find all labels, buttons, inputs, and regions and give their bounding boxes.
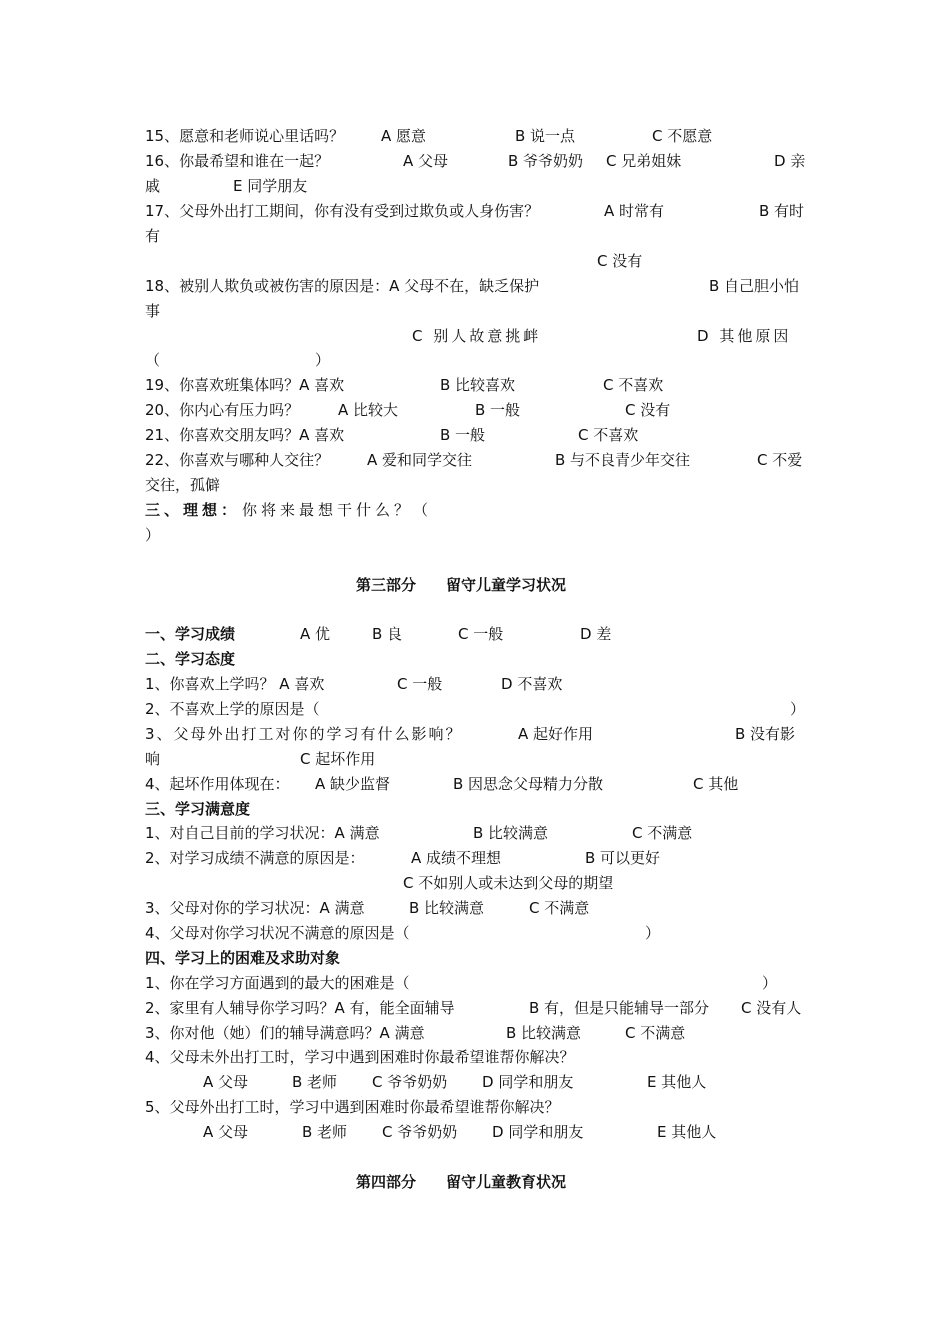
- option-a: A 时常有: [604, 202, 665, 220]
- blank-close-paren: ）: [645, 924, 661, 942]
- option-d-cont: 戚: [145, 177, 161, 195]
- option-c: C 不喜欢: [578, 426, 639, 444]
- option-c: C 不满意: [529, 899, 590, 917]
- option-b: B 一般: [440, 426, 486, 444]
- option-c: C 不爱: [757, 451, 803, 469]
- option-c: C 爷爷奶奶: [382, 1123, 458, 1141]
- question-text: 20、你内心有压力吗？: [145, 401, 300, 419]
- subsection-heading: 三、学习满意度: [145, 800, 251, 818]
- option-b: B 一般: [475, 401, 521, 419]
- option-b: B 良: [372, 625, 403, 643]
- option-b: B 说一点: [515, 127, 576, 145]
- question-text: 2、不喜欢上学的原因是（: [145, 700, 320, 718]
- option-b-cont: 响: [145, 750, 161, 768]
- option-a: A 缺少监督: [315, 775, 391, 793]
- subsection-heading: 四、学习上的困难及求助对象: [145, 949, 341, 967]
- question-text: 2、家里有人辅导你学习吗？A 有，能全面辅导: [145, 999, 455, 1017]
- option-a: A 起好作用: [518, 725, 594, 743]
- option-b: B 有时: [759, 202, 805, 220]
- option-c: C 不如别人或未达到父母的期望: [403, 874, 614, 892]
- option-e: E 其他人: [647, 1073, 707, 1091]
- option-b: B 比较满意: [473, 824, 549, 842]
- option-c: C 不愿意: [652, 127, 713, 145]
- option-c: C 一般: [397, 675, 443, 693]
- question-text: 1、你喜欢上学吗？ A 喜欢: [145, 675, 325, 693]
- option-b: B 没有影: [735, 725, 796, 743]
- option-d: D 差: [580, 625, 612, 643]
- option-b: B 老师: [292, 1073, 338, 1091]
- option-b: B 与不良青少年交往: [555, 451, 691, 469]
- ideal-label: 三、理想：: [145, 501, 241, 519]
- question-text: 3、父母外出打工对你的学习有什么影响？: [145, 725, 463, 743]
- question-text: 5、父母外出打工时，学习中遇到困难时你最希望谁帮你解决？: [145, 1098, 560, 1116]
- option-b-cont: 事: [145, 302, 161, 320]
- blank-close-paren: ）: [145, 526, 161, 544]
- option-b: B 自己胆小怕: [709, 277, 800, 295]
- option-c: C 没有: [625, 401, 671, 419]
- blank-close-paren: ）: [762, 974, 778, 992]
- option-c: C 一般: [458, 625, 504, 643]
- option-c: C 不喜欢: [603, 376, 664, 394]
- option-b: B 有，但是只能辅导一部分: [529, 999, 710, 1017]
- option-e: E 其他人: [657, 1123, 717, 1141]
- option-c: C 起坏作用: [300, 750, 376, 768]
- option-b: B 爷爷奶奶: [508, 152, 584, 170]
- option-a: A 父母: [203, 1123, 249, 1141]
- option-b: B 比较喜欢: [440, 376, 516, 394]
- option-c: C 没有人: [741, 999, 802, 1017]
- option-a: A 父母: [203, 1073, 249, 1091]
- option-a: A 愿意: [381, 127, 427, 145]
- option-d: D 亲: [774, 152, 806, 170]
- option-c: C 其他: [693, 775, 739, 793]
- option-b: B 因思念父母精力分散: [453, 775, 604, 793]
- option-c: C 没有: [597, 252, 643, 270]
- question-text: 19、你喜欢班集体吗？A 喜欢: [145, 376, 345, 394]
- option-a: A 爱和同学交往: [367, 451, 473, 469]
- option-b: B 可以更好: [585, 849, 661, 867]
- blank-close-paren: ）: [790, 700, 806, 718]
- option-b: B 比较满意: [409, 899, 485, 917]
- option-b: B 老师: [302, 1123, 348, 1141]
- option-d: D 其他原因: [697, 327, 792, 345]
- question-text: 16、你最希望和谁在一起？: [145, 152, 330, 170]
- blank-close-paren: ）: [315, 351, 331, 369]
- subsection-heading: 一、学习成绩: [145, 625, 236, 643]
- subsection-heading: 二、学习态度: [145, 650, 236, 668]
- option-c: C 兄弟姐妹: [606, 152, 682, 170]
- option-b-cont: 有: [145, 227, 161, 245]
- option-c-cont: 交往，孤僻: [145, 476, 221, 494]
- question-text: 4、父母对你学习状况不满意的原因是（: [145, 924, 410, 942]
- section-title-part3: 第三部分 留守儿童学习状况: [356, 576, 567, 594]
- option-d: D 不喜欢: [501, 675, 563, 693]
- question-text: 3、你对他（她）们的辅导满意吗？A 满意: [145, 1024, 425, 1042]
- question-text: 1、你在学习方面遇到的最大的困难是（: [145, 974, 410, 992]
- option-d: D 同学和朋友: [492, 1123, 584, 1141]
- question-text: 2、对学习成绩不满意的原因是：: [145, 849, 365, 867]
- option-d: D 同学和朋友: [482, 1073, 574, 1091]
- option-a: A 比较大: [338, 401, 399, 419]
- option-e: E 同学朋友: [233, 177, 308, 195]
- option-c: C 不满意: [625, 1024, 686, 1042]
- option-a: A 优: [300, 625, 331, 643]
- ideal-text: 你将来最想干什么？（: [242, 501, 433, 519]
- question-text: 4、起坏作用体现在：: [145, 775, 290, 793]
- option-a: A 成绩不理想: [411, 849, 502, 867]
- option-c: C 别人故意挑衅: [412, 327, 542, 345]
- question-text: 4、父母未外出打工时，学习中遇到困难时你最希望谁帮你解决？: [145, 1048, 575, 1066]
- question-text: 21、你喜欢交朋友吗？A 喜欢: [145, 426, 345, 444]
- option-a: A 父母: [403, 152, 449, 170]
- option-b: B 比较满意: [506, 1024, 582, 1042]
- option-c: C 爷爷奶奶: [372, 1073, 448, 1091]
- section-title-part4: 第四部分 留守儿童教育状况: [356, 1173, 567, 1191]
- question-text: 15、愿意和老师说心里话吗？: [145, 127, 345, 145]
- question-text: 17、父母外出打工期间，你有没有受到过欺负或人身伤害？: [145, 202, 540, 220]
- blank-open-paren: （: [145, 351, 161, 369]
- option-c: C 不满意: [632, 824, 693, 842]
- question-text: 18、被别人欺负或被伤害的原因是：A 父母不在，缺乏保护: [145, 277, 540, 295]
- question-text: 1、对自己目前的学习状况：A 满意: [145, 824, 380, 842]
- question-text: 22、你喜欢与哪种人交往？: [145, 451, 330, 469]
- question-text: 3、父母对你的学习状况：A 满意: [145, 899, 365, 917]
